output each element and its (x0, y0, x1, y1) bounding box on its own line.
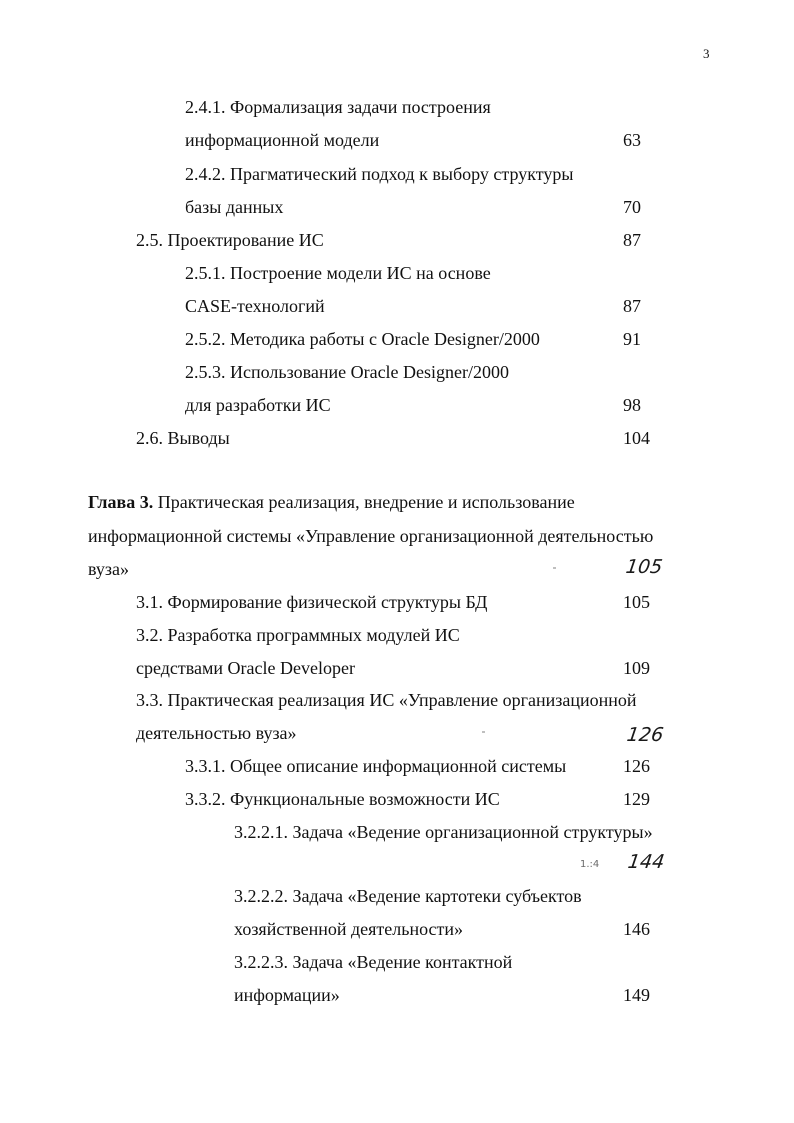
handwritten-page-number: 126 (625, 724, 665, 746)
chapter-heading (88, 491, 575, 513)
scan-speck (482, 731, 485, 733)
chapter-title: Практическая реализация, внедрение и использование (157, 492, 575, 512)
toc-page-number: 129 (623, 789, 650, 809)
toc-entry-title: 2.5.2. Методика работы с Oracle Designer/2000 (185, 329, 540, 349)
toc-entry-title: 2.4.2. Прагматический подход к выбору структуры (185, 164, 574, 184)
toc-page-number: 98 (623, 395, 641, 415)
toc-page-number: 105 (623, 592, 650, 612)
toc-page-number: 126 (623, 756, 650, 776)
toc-page-number: 146 (623, 919, 650, 939)
toc-entry-title: информационной модели (185, 130, 380, 150)
toc-entry-title: 3.2.2.2. Задача «Ведение картотеки субъектов (234, 886, 582, 906)
toc-entry-title: 2.5.3. Использование Oracle Designer/2000 (185, 362, 510, 382)
chapter-label: Глава 3. (88, 492, 154, 512)
toc-entry-title: 3.3.1. Общее описание информационной системы (185, 756, 567, 776)
toc-page-number: 70 (623, 197, 641, 217)
toc-entry-title: 2.5.1. Построение модели ИС на основе (185, 263, 491, 283)
scan-speck (553, 567, 556, 569)
page-number: 3 (703, 46, 710, 61)
faint-mark: 1.:4 (580, 859, 600, 870)
toc-page-number: 87 (623, 230, 641, 250)
toc-page-number: 109 (623, 658, 650, 678)
toc-entry-title: для разработки ИС (185, 395, 331, 415)
chapter-title: информационной системы «Управление организационной деятельностью (88, 526, 654, 546)
handwritten-page-number: 144 (626, 851, 666, 873)
toc-page-number: 91 (623, 329, 641, 349)
toc-entry-title: 3.1. Формирование физической структуры БД (136, 592, 488, 612)
toc-entry-title: 3.2.2.1. Задача «Ведение организационной структуры» (234, 822, 653, 842)
toc-entry-title: информации» (234, 985, 340, 1005)
toc-entry-title: 2.5. Проектирование ИС (136, 230, 324, 250)
toc-entry-title: 2.6. Выводы (136, 428, 230, 448)
toc-entry-title: 3.2. Разработка программных модулей ИС (136, 625, 460, 645)
toc-entry-title: средствами Oracle Developer (136, 658, 355, 678)
toc-page-number: 149 (623, 985, 650, 1005)
chapter-title: вуза» (88, 559, 129, 579)
toc-entry-title: 2.4.1. Формализация задачи построения (185, 97, 491, 117)
toc-entry-title: 3.2.2.3. Задача «Ведение контактной (234, 952, 513, 972)
toc-entry-title: 3.3. Практическая реализация ИС «Управление организационной (136, 690, 637, 710)
toc-page-number: 63 (623, 130, 641, 150)
toc-entry-title: хозяйственной деятельности» (234, 919, 464, 939)
toc-page-number: 87 (623, 296, 641, 316)
toc-page-number: 104 (623, 428, 650, 448)
toc-entry-title: базы данных (185, 197, 284, 217)
toc-entry-title: 3.3.2. Функциональные возможности ИС (185, 789, 500, 809)
toc-entry-title: деятельностью вуза» (136, 723, 297, 743)
toc-entry-title: CASE-технологий (185, 296, 325, 316)
handwritten-page-number: 105 (624, 556, 664, 578)
